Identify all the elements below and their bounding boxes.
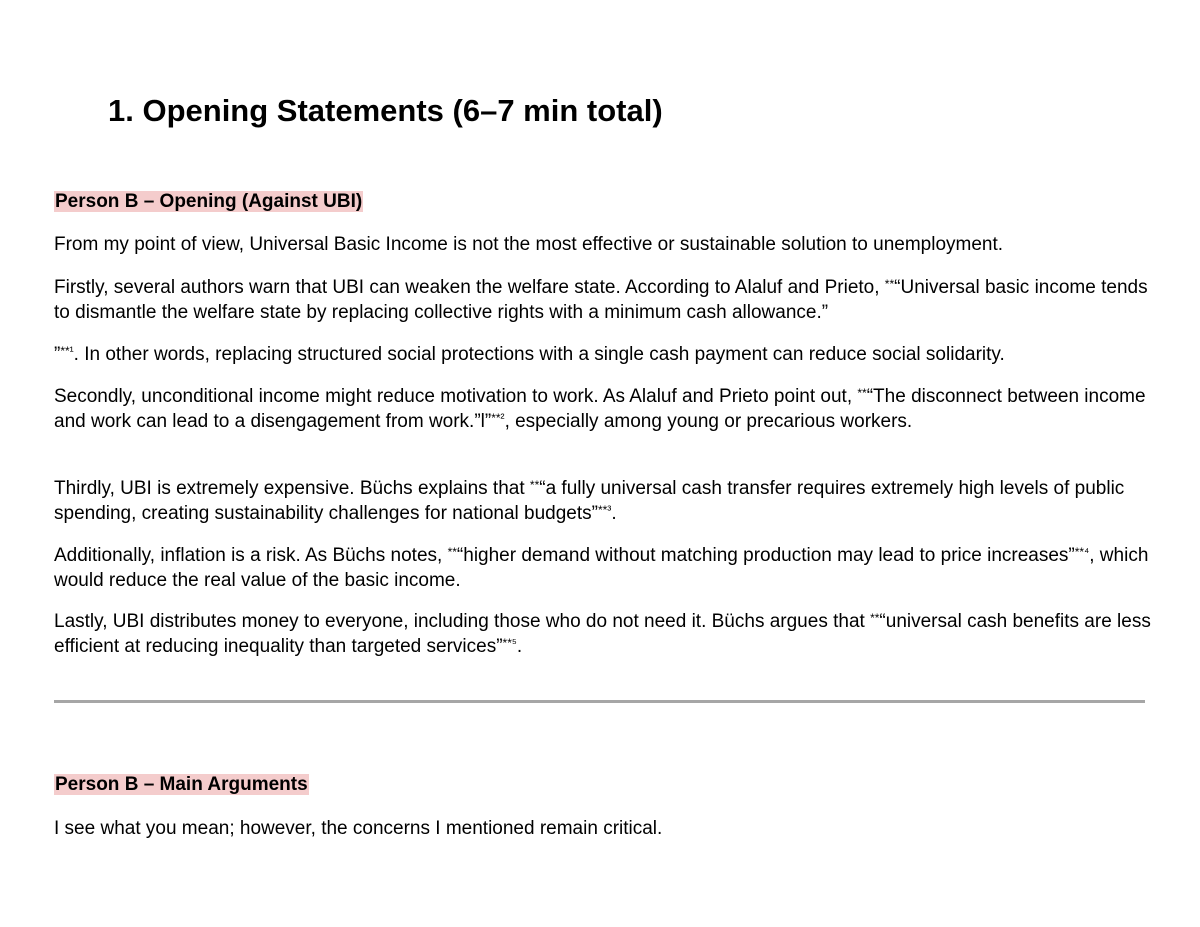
- opening-paragraph-7: [54, 610, 1154, 659]
- paragraph-text: . In other words, replacing structured social protections with a single cash payment can reduce social solidarity.: [73, 344, 1005, 365]
- footnote-marker: **¹: [60, 344, 74, 358]
- opening-paragraph-4: [54, 385, 1154, 434]
- opening-paragraph-6: [54, 544, 1154, 593]
- quote-text: “universal cash benefits are less efficient at reducing inequality than targeted services”: [54, 611, 1151, 657]
- main-arguments-paragraph-1: I see what you mean; however, the concerns I mentioned remain critical.: [54, 818, 663, 839]
- paragraph-text: Lastly, UBI distributes money to everyone, including those who do not need it. Büchs argues that: [54, 611, 871, 632]
- opening-paragraph-3: [54, 343, 1154, 368]
- opening-label-highlight: Person B – Opening (Against UBI): [55, 191, 363, 212]
- paragraph-text: , which would reduce the real value of the basic income.: [54, 545, 1149, 591]
- opening-label: [54, 190, 363, 214]
- main-arguments-label-highlight: Person B – Main Arguments: [55, 774, 308, 795]
- paragraph-text: , especially among young or precarious workers.: [504, 410, 913, 432]
- footnote-marker: **⁴: [1074, 545, 1090, 559]
- quote-text: “Universal basic income tends to dismantle the welfare state by replacing collective rights with a minimum cash allowance.”: [54, 277, 1148, 323]
- footnote-marker: **: [870, 611, 880, 625]
- main-arguments-label: [54, 773, 309, 797]
- footnote-marker: **: [884, 277, 895, 291]
- opening-paragraph-5: [54, 477, 1154, 526]
- paragraph-text: Thirdly, UBI is extremely expensive. Büchs explains that: [54, 478, 530, 499]
- horizontal-divider: [54, 700, 1145, 703]
- footnote-marker: **²: [491, 410, 505, 425]
- quote-text: “a fully universal cash transfer requires extremely high levels of public spending, creating sustainability challenges for national budgets”: [54, 478, 1125, 524]
- paragraph-text: .: [611, 502, 617, 524]
- paragraph-text: Firstly, several authors warn that UBI can weaken the welfare state. According to Alaluf and Prieto,: [54, 277, 885, 298]
- opening-paragraph-2: [54, 276, 1154, 325]
- quote-text: “higher demand without matching production may lead to price increases”: [456, 545, 1075, 566]
- footnote-marker: **: [447, 545, 457, 559]
- footnote-marker: **³: [597, 502, 612, 517]
- paragraph-text: Secondly, unconditional income might reduce motivation to work. As Alaluf and Prieto point out,: [54, 386, 858, 407]
- footnote-marker: **: [857, 386, 867, 400]
- opening-paragraph-1: From my point of view, Universal Basic Income is not the most effective or sustainable solution to unemployment.: [54, 234, 1004, 255]
- paragraph-text: Additionally, inflation is a risk. As Büchs notes,: [54, 545, 448, 566]
- section-heading: 1. Opening Statements (6–7 min total): [108, 93, 663, 128]
- footnote-marker: **⁵: [502, 635, 517, 650]
- quote-text: “The disconnect between income and work can lead to a disengagement from work.”l”: [54, 386, 1146, 432]
- paragraph-text: .: [516, 635, 523, 657]
- footnote-marker: **: [529, 478, 540, 492]
- paragraph-text: ”: [54, 344, 61, 365]
